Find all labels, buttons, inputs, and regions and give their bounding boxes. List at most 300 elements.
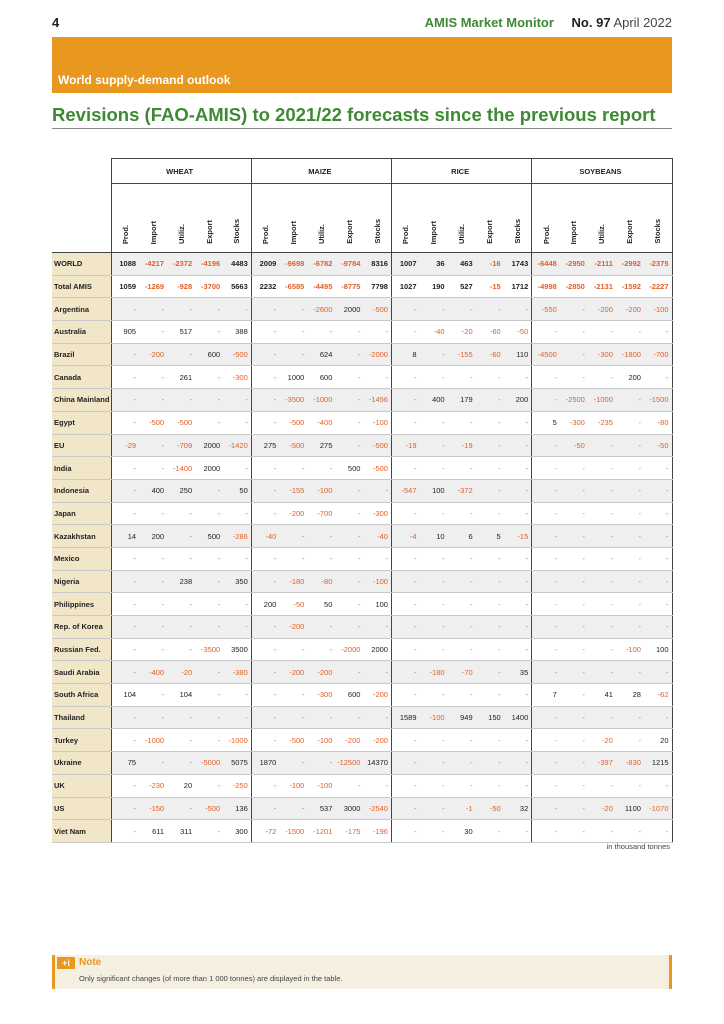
country-cell: Philippines [52,593,111,616]
table-row [52,502,672,525]
value-text: - [414,395,417,405]
value-cell [139,502,167,525]
value-cell [476,366,504,389]
value-cell [588,479,616,502]
value-text: - [582,327,585,337]
value-text: -500 [289,418,305,428]
value-cell [223,389,251,412]
page-title: Revisions (FAO-AMIS) to 2021/22 forecasts since the previous report [52,104,656,125]
value-text: - [217,690,221,700]
value-text: - [470,735,473,745]
value-cell [420,479,448,502]
value-cell [195,275,223,298]
value-text: 2000 [203,463,221,473]
value-text: -2375 [649,259,669,269]
value-text: -500 [177,418,193,428]
value-text: - [554,758,557,768]
value-text: - [357,781,361,791]
value-cell [111,661,139,684]
table-row [52,729,672,752]
value-text: -1000 [228,735,248,745]
value-cell [251,321,279,344]
value-cell [504,729,532,752]
value-text: -250 [232,781,248,791]
value-cell [644,321,672,344]
value-text: - [638,395,641,405]
value-text: -1269 [144,282,165,292]
value-cell [167,752,195,775]
value-cell [616,321,644,344]
value-text: -2000 [368,350,388,360]
value-cell [195,525,223,548]
value-text: - [273,667,277,677]
value-text: - [498,372,501,382]
value-cell [195,616,223,639]
value-text: - [301,327,305,337]
value-text: -72 [265,826,277,836]
value-cell [448,774,476,797]
value-text: -15 [489,282,501,292]
header-blank [52,159,111,184]
value-text: -9698 [285,259,305,269]
value-text: - [414,463,417,473]
value-cell [223,616,251,639]
value-text: - [470,758,473,768]
value-text: -3500 [285,395,305,405]
value-text: - [301,690,305,700]
value-cell [476,752,504,775]
value-cell [448,661,476,684]
value-cell [139,797,167,820]
value-cell [420,547,448,570]
value-text: -700 [317,508,333,518]
value-cell [195,706,223,729]
value-text: - [442,576,445,586]
value-cell [195,434,223,457]
value-cell [335,570,363,593]
value-text: -2992 [621,259,641,269]
value-cell [588,593,616,616]
value-text: -20 [181,667,193,677]
value-text: - [610,713,613,723]
value-text: - [470,372,473,382]
value-text: - [638,463,641,473]
value-cell [644,570,672,593]
value-text: - [442,690,445,700]
value-text: - [273,508,277,518]
country-cell: Kazakhstan [52,525,111,548]
value-text: -2850 [565,282,585,292]
value-cell [279,321,307,344]
value-text: 14370 [367,758,388,768]
value-text: 1027 [399,282,417,292]
value-text: - [554,622,557,632]
value-text: 905 [123,327,137,337]
value-text: - [610,645,613,655]
value-text: - [414,803,417,813]
column-header [363,184,391,253]
title-divider [52,128,672,129]
value-text: -830 [625,758,641,768]
value-text: - [525,486,529,496]
value-text: -1 [465,803,473,813]
value-cell [279,479,307,502]
country-cell: Canada [52,366,111,389]
value-text: - [217,622,221,632]
value-cell [616,411,644,434]
value-cell [111,321,139,344]
table-row [52,752,672,775]
value-text: - [610,463,613,473]
column-header-label: Utiliz. [457,224,467,244]
value-cell [476,684,504,707]
column-header-label: Export [344,220,354,244]
value-cell [532,547,560,570]
value-cell [167,570,195,593]
value-cell [616,389,644,412]
value-cell [616,343,644,366]
value-cell [307,661,335,684]
column-header [391,184,419,253]
value-cell [560,434,588,457]
value-cell [448,411,476,434]
value-cell [363,457,391,480]
value-text: 179 [460,395,473,405]
value-text: - [582,463,585,473]
table-row [52,638,672,661]
value-text: 7 [552,690,557,700]
value-cell [279,570,307,593]
value-text: 110 [516,350,529,360]
country-cell: WORLD [52,253,111,276]
value-text: -100 [289,781,305,791]
value-text: -100 [317,486,333,496]
value-cell [420,502,448,525]
value-text: - [470,645,473,655]
value-text: -500 [372,304,388,314]
value-cell [476,797,504,820]
value-text: - [498,667,501,677]
value-cell [560,638,588,661]
table-row [52,616,672,639]
note-title: Note [79,957,102,968]
value-text: - [525,645,529,655]
value-text: - [498,622,501,632]
value-cell [391,547,419,570]
value-cell [279,729,307,752]
value-cell [504,661,532,684]
value-text: -60 [489,327,501,337]
value-text: - [666,576,669,586]
value-text: 8316 [371,259,388,269]
value-cell [223,820,251,843]
value-cell [644,661,672,684]
value-cell [391,797,419,820]
value-cell [251,752,279,775]
value-text: - [301,463,305,473]
value-cell [307,820,335,843]
column-header-label: Import [569,220,579,244]
value-cell [363,298,391,321]
value-text: - [189,531,193,541]
value-cell [335,638,363,661]
value-text: -230 [149,781,165,791]
country-cell: Viet Nam [52,820,111,843]
value-text: - [498,463,501,473]
value-cell [167,457,195,480]
value-cell [420,275,448,298]
value-cell [279,752,307,775]
value-text: 36 [436,259,445,269]
value-text: - [414,304,417,314]
value-text: 50 [324,599,333,609]
value-text: - [554,508,557,518]
value-cell [560,502,588,525]
value-cell [111,275,139,298]
value-text: 261 [179,372,193,382]
value-text: - [189,554,193,564]
value-cell [476,275,504,298]
value-text: - [442,508,445,518]
value-text: 3500 [231,645,248,655]
value-text: - [385,713,388,723]
value-cell [504,502,532,525]
value-text: -50 [517,327,529,337]
value-text: - [525,576,529,586]
value-text: -6585 [285,282,305,292]
value-text: -4196 [201,259,221,269]
value-text: - [161,690,165,700]
value-text: - [554,327,557,337]
value-cell [616,298,644,321]
value-text: - [638,622,641,632]
value-text: - [329,531,333,541]
value-text: - [357,531,361,541]
column-header [307,184,335,253]
value-cell [195,593,223,616]
value-text: - [414,372,417,382]
value-cell [363,434,391,457]
value-cell [644,253,672,276]
value-text: -286 [232,531,248,541]
value-text: - [470,622,473,632]
value-cell [448,457,476,480]
value-text: - [133,622,137,632]
value-text: -100 [317,735,333,745]
value-cell [195,411,223,434]
value-text: 1215 [651,758,669,768]
value-cell [588,321,616,344]
value-cell [111,729,139,752]
value-cell [251,389,279,412]
value-cell [139,275,167,298]
value-text: - [638,531,641,541]
column-header [448,184,476,253]
value-cell [532,616,560,639]
value-text: - [525,758,529,768]
value-cell [111,411,139,434]
value-text: -500 [372,440,388,450]
value-cell [420,298,448,321]
value-cell [251,253,279,276]
value-cell [363,797,391,820]
value-text: 463 [460,259,473,269]
value-cell [616,366,644,389]
value-text: - [610,599,613,609]
value-text: 5663 [231,282,248,292]
value-text: 30 [464,826,473,836]
value-text: - [133,372,137,382]
column-header [223,184,251,253]
value-text: - [554,395,557,405]
value-cell [448,366,476,389]
value-cell [588,706,616,729]
value-text: - [357,440,361,450]
value-text: -300 [317,690,333,700]
value-cell [616,253,644,276]
country-cell: UK [52,774,111,797]
value-text: - [301,350,305,360]
value-text: 100 [655,645,669,655]
value-cell [167,502,195,525]
value-cell [420,434,448,457]
value-cell [448,321,476,344]
value-cell [111,638,139,661]
value-cell [195,797,223,820]
value-text: - [414,418,417,428]
value-cell [195,366,223,389]
value-cell [504,706,532,729]
value-text: - [470,418,473,428]
value-text: 6 [468,531,473,541]
value-text: - [329,713,333,723]
value-text: - [245,418,248,428]
value-cell [560,752,588,775]
value-text: - [554,372,557,382]
value-cell [111,457,139,480]
value-cell [644,774,672,797]
value-cell [139,638,167,661]
value-cell [448,253,476,276]
value-cell [363,661,391,684]
value-cell [279,343,307,366]
value-text: -20 [602,735,613,745]
value-text: -40 [265,531,277,541]
value-cell [307,593,335,616]
column-header [560,184,588,253]
value-cell [223,729,251,752]
value-cell [588,616,616,639]
value-text: 500 [207,531,221,541]
value-cell [504,321,532,344]
value-cell [223,661,251,684]
value-text: -5000 [201,758,221,768]
value-cell [420,457,448,480]
value-text: -2600 [313,304,333,314]
value-cell [504,774,532,797]
value-cell [279,638,307,661]
value-cell [363,389,391,412]
commodity-header: RICE [391,159,531,184]
value-cell [139,411,167,434]
value-cell [391,321,419,344]
value-text: -4495 [313,282,333,292]
value-text: - [582,372,585,382]
value-text: - [525,781,529,791]
value-text: - [273,372,277,382]
value-text: - [525,440,529,450]
value-text: - [161,372,165,382]
value-cell [139,820,167,843]
value-text: 3000 [343,803,361,813]
value-text: 350 [235,576,248,586]
value-cell [363,752,391,775]
value-cell [560,661,588,684]
value-text: - [582,758,585,768]
value-cell [335,479,363,502]
value-text: -500 [289,735,305,745]
value-text: - [525,599,529,609]
value-cell [476,389,504,412]
value-cell [532,479,560,502]
value-cell [644,547,672,570]
value-text: - [442,645,445,655]
table-row [52,774,672,797]
value-text: - [666,486,669,496]
value-text: - [161,758,165,768]
value-text: - [582,554,585,564]
table-row [52,275,672,298]
value-cell [139,457,167,480]
value-cell [644,638,672,661]
value-cell [532,593,560,616]
value-text: - [133,304,137,314]
value-text: - [638,735,641,745]
value-cell [420,661,448,684]
value-text: - [273,735,277,745]
value-cell [251,729,279,752]
value-text: - [133,667,137,677]
value-cell [195,820,223,843]
value-cell [391,616,419,639]
value-text: - [498,508,501,518]
value-text: - [357,372,361,382]
value-text: - [301,713,305,723]
value-text: 200 [151,531,165,541]
column-header-label: Utiliz. [597,224,607,244]
value-text: - [385,486,388,496]
value-cell [363,321,391,344]
value-text: - [525,826,529,836]
value-text: -80 [657,418,669,428]
value-text: -40 [433,327,445,337]
info-plus-icon: +i [57,957,75,969]
value-cell [560,820,588,843]
value-text: -2500 [565,395,585,405]
value-cell [307,389,335,412]
value-text: - [582,826,585,836]
value-text: - [273,463,277,473]
value-cell [167,343,195,366]
value-cell [167,797,195,820]
value-cell [223,434,251,457]
column-header [588,184,616,253]
value-cell [532,366,560,389]
value-cell [532,502,560,525]
value-text: -2540 [368,803,388,813]
value-text: -6448 [537,259,557,269]
value-text: - [273,327,277,337]
